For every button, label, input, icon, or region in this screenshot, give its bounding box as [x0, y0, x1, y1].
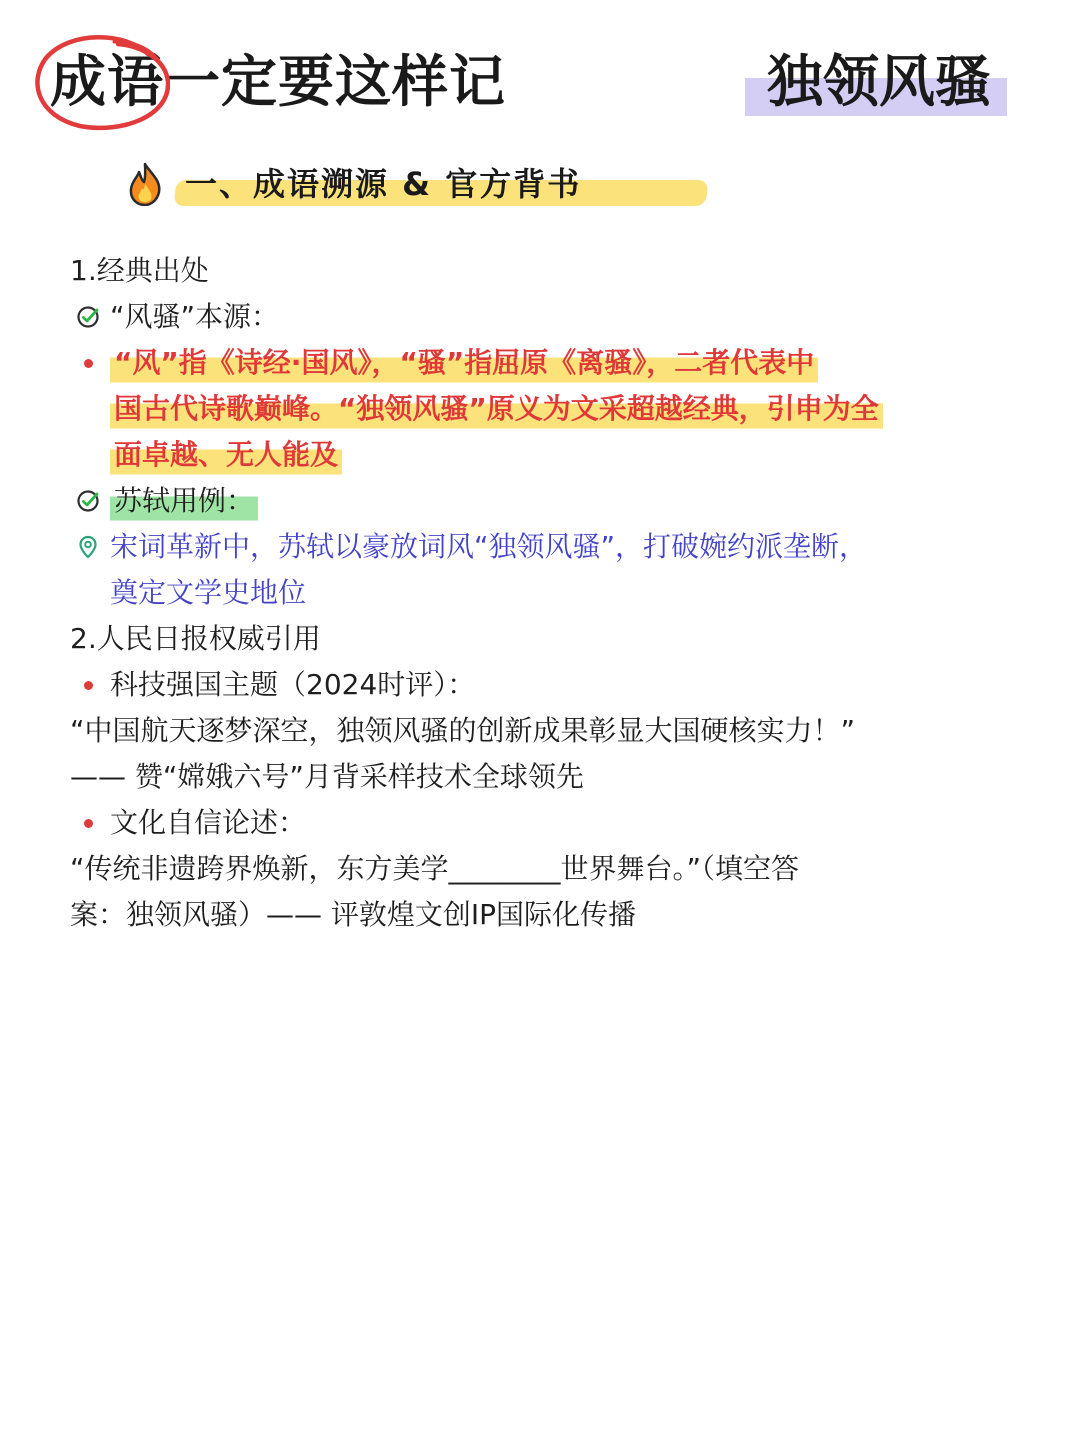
origin-line-2	[70, 386, 970, 432]
tech-quote-line	[70, 708, 970, 754]
culture-line-1	[70, 846, 970, 892]
item1-title-text: 1.经典出处	[70, 254, 209, 287]
item1-title	[70, 248, 970, 294]
tech-label: 科技强国主题（2024时评）：	[110, 668, 476, 701]
idiom-text: 独领风骚	[767, 49, 991, 115]
origin-text-3: 面卓越、无人能及	[110, 432, 342, 478]
origin-text-1: “风”指《诗经·国风》，“骚”指屈原《离骚》，二者代表中	[110, 340, 818, 386]
item2-title-text: 2.人民日报权威引用	[70, 622, 321, 655]
culture-label: 文化自信论述：	[110, 806, 307, 839]
fire-icon	[125, 162, 165, 206]
origin-label: “风骚”本源：	[110, 300, 280, 333]
sushi-text-2: 奠定文学史地位	[110, 576, 307, 609]
origin-line-1	[70, 340, 970, 386]
origin-line-3	[70, 432, 970, 478]
tech-source: —— 赞“嫦娥六号”月背采样技术全球领先	[70, 760, 584, 793]
tech-quote: “中国航天逐梦深空，独领风骚的创新成果彰显大国硬核实力！”	[70, 714, 856, 747]
item2-title	[70, 616, 970, 662]
sushi-line-1	[70, 524, 970, 570]
origin-label-line	[70, 294, 970, 340]
red-bullet	[84, 359, 93, 368]
tech-label-line	[70, 662, 970, 708]
culture-text-1: “传统非遗跨界焕新，东方美学________世界舞台。”（填空答	[70, 852, 800, 885]
content-body	[70, 248, 970, 938]
culture-line-2	[70, 892, 970, 938]
location-pin-icon	[76, 535, 100, 559]
idiom-tag	[745, 40, 1010, 124]
red-bullet	[84, 681, 93, 690]
red-bullet	[84, 819, 93, 828]
sushi-label-line	[70, 478, 970, 524]
section-heading-text: 一、成语溯源 & 官方背书	[185, 165, 582, 203]
origin-text-2: 国古代诗歌巅峰。“独领风骚”原义为文采超越经典，引申为全	[110, 386, 883, 432]
check-circle-icon	[76, 489, 100, 513]
page-title: 成语一定要这样记	[50, 49, 506, 115]
culture-label-line	[70, 800, 970, 846]
sushi-line-2	[70, 570, 970, 616]
tech-source-line	[70, 754, 970, 800]
culture-text-2: 案：独领风骚）—— 评敦煌文创IP国际化传播	[70, 898, 637, 931]
sushi-text-1: 宋词革新中，苏轼以豪放词风“独领风骚”，打破婉约派垄断，	[110, 530, 868, 563]
sushi-label: 苏轼用例：	[110, 478, 258, 524]
check-circle-icon	[76, 305, 100, 329]
